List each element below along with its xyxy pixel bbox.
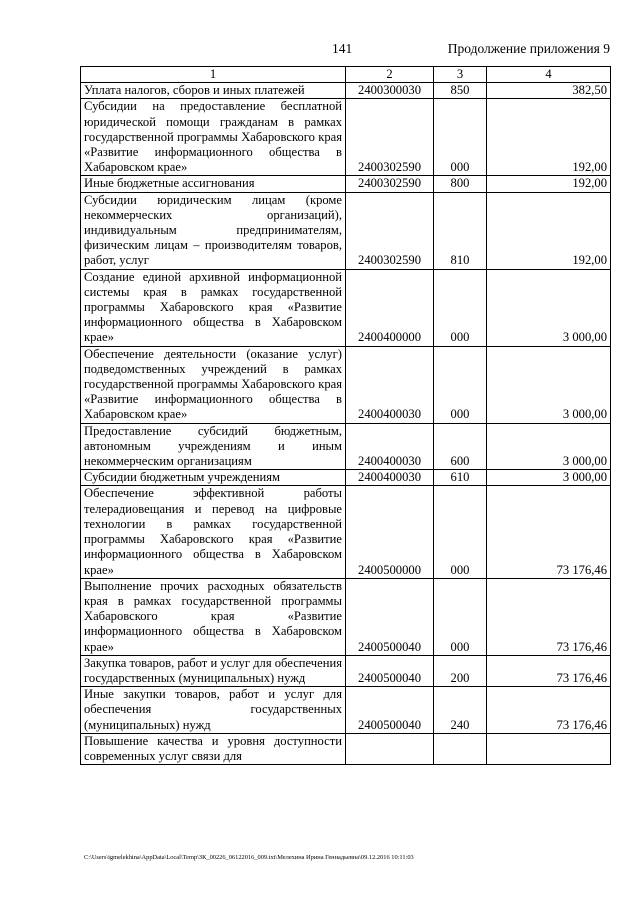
row-name: Закупка товаров, работ и услуг для обеспечения государственных (муниципальных) нужд bbox=[81, 655, 346, 686]
row-type: 240 bbox=[434, 687, 487, 734]
row-type: 800 bbox=[434, 176, 487, 192]
row-code: 2400400030 bbox=[346, 346, 434, 423]
row-type: 000 bbox=[434, 99, 487, 176]
row-code: 2400400030 bbox=[346, 423, 434, 470]
row-code: 2400500040 bbox=[346, 687, 434, 734]
page-header bbox=[0, 40, 640, 58]
row-sum: 73 176,46 bbox=[487, 655, 611, 686]
column-header: 4 bbox=[487, 67, 611, 83]
row-sum: 73 176,46 bbox=[487, 486, 611, 578]
column-header: 1 bbox=[81, 67, 346, 83]
table-row bbox=[81, 192, 611, 269]
file-path-footer: C:\Users\igmelekhina\AppData\Local\Temp\ЗК_00226_06122016_009.txt\Мелехина Ирина Геннадьевна\09.12.2016 10:11:03 bbox=[84, 854, 414, 861]
row-sum: 192,00 bbox=[487, 99, 611, 176]
row-name: Субсидии бюджетным учреждениям bbox=[81, 470, 346, 486]
column-header: 3 bbox=[434, 67, 487, 83]
table-row bbox=[81, 83, 611, 99]
row-name: Обеспечение деятельности (оказание услуг) подведомственных учреждений в рамках государственной программы Хабаровского края «Развитие информационного общества в Хабаровском крае» bbox=[81, 346, 346, 423]
row-code: 2400500040 bbox=[346, 578, 434, 655]
table-row bbox=[81, 470, 611, 486]
row-name: Иные бюджетные ассигнования bbox=[81, 176, 346, 192]
table-row bbox=[81, 346, 611, 423]
row-sum: 73 176,46 bbox=[487, 578, 611, 655]
row-code: 2400500000 bbox=[346, 486, 434, 578]
row-type: 000 bbox=[434, 269, 487, 346]
row-sum: 3 000,00 bbox=[487, 470, 611, 486]
row-name: Иные закупки товаров, работ и услуг для обеспечения государственных (муниципальных) нужд bbox=[81, 687, 346, 734]
table-row bbox=[81, 733, 611, 764]
row-sum: 192,00 bbox=[487, 176, 611, 192]
table-row bbox=[81, 176, 611, 192]
row-type bbox=[434, 733, 487, 764]
row-code bbox=[346, 733, 434, 764]
appendix-note: Продолжение приложения 9 bbox=[447, 41, 610, 56]
row-name: Субсидии на предоставление бесплатной юридической помощи гражданам в рамках государственной программы Хабаровского края «Развитие информационного общества в Хабаровском крае» bbox=[81, 99, 346, 176]
row-name: Создание единой архивной информационной системы края в рамках государственной программы Хабаровского края «Развитие информационного общества в Хабаровском крае» bbox=[81, 269, 346, 346]
row-code: 2400400000 bbox=[346, 269, 434, 346]
row-type: 600 bbox=[434, 423, 487, 470]
table-row bbox=[81, 578, 611, 655]
row-type: 000 bbox=[434, 346, 487, 423]
row-type: 200 bbox=[434, 655, 487, 686]
row-code: 2400500040 bbox=[346, 655, 434, 686]
row-code: 2400302590 bbox=[346, 192, 434, 269]
row-code: 2400302590 bbox=[346, 176, 434, 192]
row-type: 000 bbox=[434, 486, 487, 578]
table-row bbox=[81, 486, 611, 578]
row-sum: 3 000,00 bbox=[487, 423, 611, 470]
budget-table bbox=[80, 66, 611, 765]
row-code: 2400300030 bbox=[346, 83, 434, 99]
row-name: Выполнение прочих расходных обязательств края в рамках государственной программы Хабаровского края «Развитие информационного общества в Хабаровском крае» bbox=[81, 578, 346, 655]
row-name: Повышение качества и уровня доступности современных услуг связи для bbox=[81, 733, 346, 764]
row-sum: 3 000,00 bbox=[487, 269, 611, 346]
row-code: 2400400030 bbox=[346, 470, 434, 486]
row-type: 810 bbox=[434, 192, 487, 269]
row-sum: 382,50 bbox=[487, 83, 611, 99]
row-sum: 192,00 bbox=[487, 192, 611, 269]
row-type: 850 bbox=[434, 83, 487, 99]
table-row bbox=[81, 687, 611, 734]
column-header: 2 bbox=[346, 67, 434, 83]
table-row bbox=[81, 655, 611, 686]
page-number: 141 bbox=[332, 41, 353, 56]
table-row bbox=[81, 269, 611, 346]
row-sum bbox=[487, 733, 611, 764]
row-type: 000 bbox=[434, 578, 487, 655]
row-name: Предоставление субсидий бюджетным, автономным учреждениям и иным некоммерческим организациям bbox=[81, 423, 346, 470]
row-type: 610 bbox=[434, 470, 487, 486]
row-name: Обеспечение эффективной работы телерадиовещания и перевод на цифровые технологии в рамках государственной программы Хабаровского края «Развитие информационного общества в Хабаровском крае» bbox=[81, 486, 346, 578]
row-sum: 3 000,00 bbox=[487, 346, 611, 423]
table-header-row bbox=[81, 67, 611, 83]
row-sum: 73 176,46 bbox=[487, 687, 611, 734]
table-row bbox=[81, 99, 611, 176]
row-name: Уплата налогов, сборов и иных платежей bbox=[81, 83, 346, 99]
row-name: Субсидии юридическим лицам (кроме некоммерческих организаций), индивидуальным предпринимателям, физическим лицам – производителям товаров, работ, услуг bbox=[81, 192, 346, 269]
row-code: 2400302590 bbox=[346, 99, 434, 176]
table-row bbox=[81, 423, 611, 470]
